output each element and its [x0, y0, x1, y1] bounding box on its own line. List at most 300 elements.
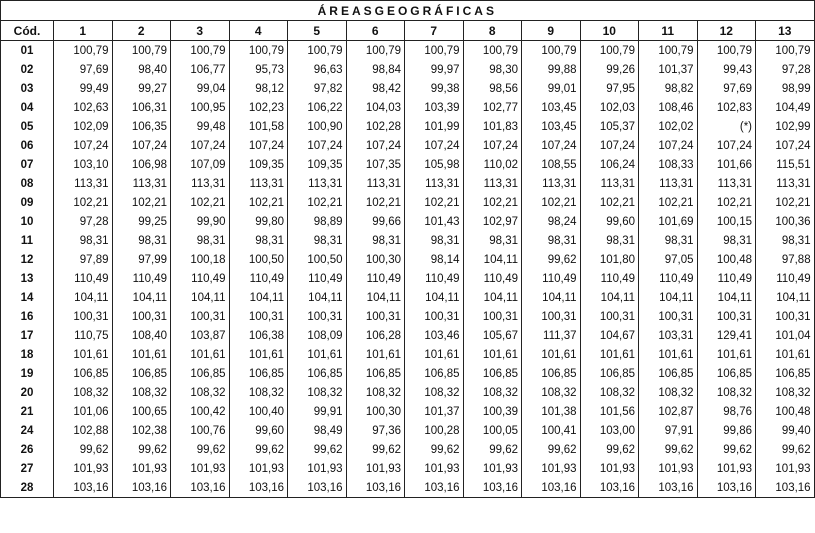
- value-cell: 100,79: [697, 41, 756, 61]
- value-cell: 102,21: [639, 193, 698, 212]
- value-cell: 102,21: [697, 193, 756, 212]
- value-cell: 106,85: [463, 364, 522, 383]
- value-cell: 98,31: [756, 231, 815, 250]
- value-cell: 102,21: [463, 193, 522, 212]
- value-cell: 99,62: [697, 440, 756, 459]
- value-cell: 101,06: [54, 402, 113, 421]
- value-cell: 103,16: [229, 478, 288, 498]
- value-cell: 102,21: [756, 193, 815, 212]
- value-cell: 100,79: [522, 41, 581, 61]
- value-cell: 108,32: [580, 383, 639, 402]
- table-row: [1, 459, 815, 478]
- value-cell: 98,31: [522, 231, 581, 250]
- value-cell: 100,31: [346, 307, 405, 326]
- value-cell: 106,35: [112, 117, 171, 136]
- value-cell: 108,32: [171, 383, 230, 402]
- table-title: ÁREASGEOGRÁFICAS: [1, 1, 815, 21]
- row-code-cell: 05: [1, 117, 54, 136]
- value-cell: 106,24: [580, 155, 639, 174]
- area-column-header: 9: [522, 21, 581, 41]
- value-cell: 103,16: [697, 478, 756, 498]
- value-cell: 98,31: [580, 231, 639, 250]
- value-cell: 110,02: [463, 155, 522, 174]
- value-cell: 100,15: [697, 212, 756, 231]
- area-column-header: 4: [229, 21, 288, 41]
- value-cell: 102,83: [697, 98, 756, 117]
- value-cell: 107,24: [405, 136, 464, 155]
- value-cell: 98,31: [639, 231, 698, 250]
- value-cell: 104,11: [580, 288, 639, 307]
- row-code-cell: 16: [1, 307, 54, 326]
- value-cell: 100,31: [580, 307, 639, 326]
- value-cell: 99,91: [288, 402, 347, 421]
- value-cell: 98,31: [288, 231, 347, 250]
- value-cell: 110,49: [171, 269, 230, 288]
- value-cell: 108,32: [288, 383, 347, 402]
- value-cell: 101,61: [112, 345, 171, 364]
- table-row: [1, 288, 815, 307]
- table-row: [1, 41, 815, 61]
- value-cell: 103,16: [288, 478, 347, 498]
- value-cell: 99,62: [580, 440, 639, 459]
- value-cell: 110,49: [639, 269, 698, 288]
- row-code-cell: 12: [1, 250, 54, 269]
- area-column-header: 11: [639, 21, 698, 41]
- value-cell: 98,31: [112, 231, 171, 250]
- value-cell: 108,32: [112, 383, 171, 402]
- value-cell: 99,66: [346, 212, 405, 231]
- value-cell: 104,11: [171, 288, 230, 307]
- value-cell: 98,31: [697, 231, 756, 250]
- value-cell: 102,21: [288, 193, 347, 212]
- table-row: [1, 250, 815, 269]
- value-cell: 101,93: [346, 459, 405, 478]
- value-cell: 104,11: [522, 288, 581, 307]
- value-cell: 103,16: [346, 478, 405, 498]
- value-cell: 100,76: [171, 421, 230, 440]
- area-column-header: 8: [463, 21, 522, 41]
- value-cell: 107,24: [171, 136, 230, 155]
- value-cell: 97,05: [639, 250, 698, 269]
- value-cell: 100,48: [756, 402, 815, 421]
- value-cell: 101,61: [522, 345, 581, 364]
- value-cell: 101,61: [639, 345, 698, 364]
- value-cell: 103,16: [522, 478, 581, 498]
- table-row: [1, 364, 815, 383]
- table-row: [1, 345, 815, 364]
- value-cell: 100,31: [288, 307, 347, 326]
- row-code-cell: 06: [1, 136, 54, 155]
- value-cell: 101,93: [639, 459, 698, 478]
- value-cell: 99,62: [54, 440, 113, 459]
- value-cell: 99,25: [112, 212, 171, 231]
- value-cell: 102,87: [639, 402, 698, 421]
- value-cell: 98,82: [639, 79, 698, 98]
- area-column-header: 13: [756, 21, 815, 41]
- table-row: [1, 307, 815, 326]
- value-cell: 101,61: [697, 345, 756, 364]
- value-cell: 98,14: [405, 250, 464, 269]
- header-row: [1, 21, 815, 41]
- value-cell: 102,21: [405, 193, 464, 212]
- value-cell: 104,11: [54, 288, 113, 307]
- value-cell: 99,88: [522, 60, 581, 79]
- value-cell: 100,31: [522, 307, 581, 326]
- value-cell: 106,85: [346, 364, 405, 383]
- value-cell: 106,38: [229, 326, 288, 345]
- value-cell: 108,32: [54, 383, 113, 402]
- value-cell: 99,62: [756, 440, 815, 459]
- value-cell: 103,16: [171, 478, 230, 498]
- value-cell: 100,31: [229, 307, 288, 326]
- value-cell: 98,49: [288, 421, 347, 440]
- value-cell: 108,32: [639, 383, 698, 402]
- value-cell: 100,31: [112, 307, 171, 326]
- value-cell: 99,43: [697, 60, 756, 79]
- value-cell: 108,55: [522, 155, 581, 174]
- value-cell: 97,82: [288, 79, 347, 98]
- row-code-cell: 24: [1, 421, 54, 440]
- value-cell: 102,21: [346, 193, 405, 212]
- value-cell: 99,04: [171, 79, 230, 98]
- value-cell: 100,18: [171, 250, 230, 269]
- row-code-cell: 20: [1, 383, 54, 402]
- value-cell: 101,93: [171, 459, 230, 478]
- value-cell: 108,32: [405, 383, 464, 402]
- table-row: [1, 402, 815, 421]
- value-cell: 103,00: [580, 421, 639, 440]
- value-cell: 107,09: [171, 155, 230, 174]
- table-row: [1, 60, 815, 79]
- value-cell: 100,31: [405, 307, 464, 326]
- value-cell: 103,16: [580, 478, 639, 498]
- value-cell: 110,49: [288, 269, 347, 288]
- value-cell: 113,31: [288, 174, 347, 193]
- value-cell: 98,56: [463, 79, 522, 98]
- value-cell: 100,31: [54, 307, 113, 326]
- row-code-cell: 01: [1, 41, 54, 61]
- value-cell: 108,32: [346, 383, 405, 402]
- value-cell: 107,24: [346, 136, 405, 155]
- value-cell: 106,85: [171, 364, 230, 383]
- row-code-cell: 11: [1, 231, 54, 250]
- value-cell: 101,61: [54, 345, 113, 364]
- table-row: [1, 383, 815, 402]
- value-cell: 99,86: [697, 421, 756, 440]
- value-cell: 99,62: [288, 440, 347, 459]
- value-cell: 113,31: [756, 174, 815, 193]
- value-cell: 100,28: [405, 421, 464, 440]
- value-cell: 100,79: [580, 41, 639, 61]
- value-cell: 102,21: [229, 193, 288, 212]
- row-code-cell: 19: [1, 364, 54, 383]
- value-cell: 107,24: [697, 136, 756, 155]
- value-cell: 99,49: [54, 79, 113, 98]
- value-cell: 102,38: [112, 421, 171, 440]
- value-cell: 108,40: [112, 326, 171, 345]
- value-cell: 101,99: [405, 117, 464, 136]
- value-cell: 103,10: [54, 155, 113, 174]
- value-cell: 103,16: [639, 478, 698, 498]
- value-cell: 98,84: [346, 60, 405, 79]
- value-cell: 99,90: [171, 212, 230, 231]
- value-cell: 102,02: [639, 117, 698, 136]
- value-cell: 104,11: [463, 288, 522, 307]
- value-cell: 98,99: [756, 79, 815, 98]
- value-cell: 106,85: [697, 364, 756, 383]
- value-cell: 100,79: [171, 41, 230, 61]
- value-cell: 99,48: [171, 117, 230, 136]
- title-row: [1, 1, 815, 21]
- value-cell: 110,49: [580, 269, 639, 288]
- table-row: [1, 269, 815, 288]
- value-cell: 101,93: [580, 459, 639, 478]
- value-cell: 104,03: [346, 98, 405, 117]
- value-cell: 106,77: [171, 60, 230, 79]
- value-cell: 98,30: [463, 60, 522, 79]
- value-cell: 98,89: [288, 212, 347, 231]
- value-cell: 96,63: [288, 60, 347, 79]
- value-cell: 103,16: [54, 478, 113, 498]
- value-cell: 113,31: [580, 174, 639, 193]
- value-cell: 101,38: [522, 402, 581, 421]
- value-cell: 99,38: [405, 79, 464, 98]
- value-cell: 101,61: [580, 345, 639, 364]
- value-cell: 98,31: [463, 231, 522, 250]
- value-cell: 109,35: [288, 155, 347, 174]
- table-row: [1, 231, 815, 250]
- value-cell: 102,99: [756, 117, 815, 136]
- value-cell: 101,61: [405, 345, 464, 364]
- value-cell: 103,45: [522, 98, 581, 117]
- value-cell: 97,36: [346, 421, 405, 440]
- value-cell: 98,31: [346, 231, 405, 250]
- value-cell: 100,79: [639, 41, 698, 61]
- area-column-header: 7: [405, 21, 464, 41]
- value-cell: 103,87: [171, 326, 230, 345]
- area-column-header: 6: [346, 21, 405, 41]
- value-cell: 101,93: [288, 459, 347, 478]
- value-cell: 101,93: [229, 459, 288, 478]
- value-cell: 102,09: [54, 117, 113, 136]
- value-cell: 107,24: [288, 136, 347, 155]
- value-cell: 100,40: [229, 402, 288, 421]
- value-cell: 106,31: [112, 98, 171, 117]
- row-code-cell: 26: [1, 440, 54, 459]
- value-cell: 103,16: [756, 478, 815, 498]
- table-row: [1, 212, 815, 231]
- value-cell: 107,35: [346, 155, 405, 174]
- value-cell: 101,37: [405, 402, 464, 421]
- area-column-header: 1: [54, 21, 113, 41]
- value-cell: 107,24: [580, 136, 639, 155]
- value-cell: 104,11: [697, 288, 756, 307]
- value-cell: 102,21: [112, 193, 171, 212]
- value-cell: 110,49: [346, 269, 405, 288]
- value-cell: 100,39: [463, 402, 522, 421]
- value-cell: 97,91: [639, 421, 698, 440]
- value-cell: 102,21: [171, 193, 230, 212]
- value-cell: 102,21: [54, 193, 113, 212]
- value-cell: 103,16: [112, 478, 171, 498]
- value-cell: 101,61: [463, 345, 522, 364]
- row-code-cell: 14: [1, 288, 54, 307]
- row-code-cell: 18: [1, 345, 54, 364]
- value-cell: 108,33: [639, 155, 698, 174]
- value-cell: 99,40: [756, 421, 815, 440]
- value-cell: 106,85: [756, 364, 815, 383]
- value-cell: 113,31: [697, 174, 756, 193]
- table-row: [1, 136, 815, 155]
- value-cell: 115,51: [756, 155, 815, 174]
- value-cell: 100,79: [54, 41, 113, 61]
- value-cell: 97,28: [54, 212, 113, 231]
- value-cell: 103,16: [463, 478, 522, 498]
- value-cell: 108,46: [639, 98, 698, 117]
- value-cell: 104,49: [756, 98, 815, 117]
- row-code-cell: 13: [1, 269, 54, 288]
- value-cell: 101,61: [229, 345, 288, 364]
- value-cell: 101,56: [580, 402, 639, 421]
- code-column-header: Cód.: [1, 21, 54, 41]
- table-row: [1, 98, 815, 117]
- value-cell: 106,85: [405, 364, 464, 383]
- value-cell: 108,32: [522, 383, 581, 402]
- value-cell: 113,31: [229, 174, 288, 193]
- value-cell: 101,93: [697, 459, 756, 478]
- value-cell: 103,16: [405, 478, 464, 498]
- value-cell: 107,24: [639, 136, 698, 155]
- value-cell: 102,28: [346, 117, 405, 136]
- value-cell: 101,80: [580, 250, 639, 269]
- value-cell: 101,93: [756, 459, 815, 478]
- value-cell: 104,11: [756, 288, 815, 307]
- value-cell: 102,21: [580, 193, 639, 212]
- value-cell: 99,62: [463, 440, 522, 459]
- table-row: [1, 421, 815, 440]
- value-cell: 110,49: [54, 269, 113, 288]
- value-cell: 101,93: [522, 459, 581, 478]
- value-cell: 101,66: [697, 155, 756, 174]
- value-cell: 113,31: [171, 174, 230, 193]
- value-cell: 99,62: [522, 250, 581, 269]
- area-column-header: 5: [288, 21, 347, 41]
- value-cell: 129,41: [697, 326, 756, 345]
- value-cell: 97,99: [112, 250, 171, 269]
- value-cell: 100,90: [288, 117, 347, 136]
- value-cell: 99,60: [229, 421, 288, 440]
- value-cell: 101,93: [54, 459, 113, 478]
- value-cell: 113,31: [54, 174, 113, 193]
- value-cell: 101,93: [112, 459, 171, 478]
- value-cell: 100,42: [171, 402, 230, 421]
- value-cell: 107,24: [756, 136, 815, 155]
- row-code-cell: 17: [1, 326, 54, 345]
- value-cell: 100,31: [697, 307, 756, 326]
- value-cell: 99,62: [112, 440, 171, 459]
- value-cell: 110,75: [54, 326, 113, 345]
- value-cell: 100,31: [756, 307, 815, 326]
- value-cell: 97,69: [54, 60, 113, 79]
- value-cell: 106,85: [112, 364, 171, 383]
- row-code-cell: 03: [1, 79, 54, 98]
- value-cell: 106,22: [288, 98, 347, 117]
- table-row: [1, 440, 815, 459]
- value-cell: 97,28: [756, 60, 815, 79]
- value-cell: 100,79: [346, 41, 405, 61]
- value-cell: 100,30: [346, 402, 405, 421]
- table-row: [1, 117, 815, 136]
- value-cell: 102,23: [229, 98, 288, 117]
- value-cell: 99,62: [346, 440, 405, 459]
- row-code-cell: 10: [1, 212, 54, 231]
- value-cell: 110,49: [463, 269, 522, 288]
- table-row: [1, 193, 815, 212]
- row-code-cell: 28: [1, 478, 54, 498]
- value-cell: 106,85: [229, 364, 288, 383]
- value-cell: 102,97: [463, 212, 522, 231]
- value-cell: 104,11: [112, 288, 171, 307]
- value-cell: 104,11: [639, 288, 698, 307]
- value-cell: 99,62: [522, 440, 581, 459]
- value-cell: 113,31: [346, 174, 405, 193]
- value-cell: 103,39: [405, 98, 464, 117]
- value-cell: 100,79: [229, 41, 288, 61]
- table-row: [1, 326, 815, 345]
- table-body: [1, 41, 815, 498]
- row-code-cell: 04: [1, 98, 54, 117]
- value-cell: 100,05: [463, 421, 522, 440]
- value-cell: 101,58: [229, 117, 288, 136]
- area-column-header: 10: [580, 21, 639, 41]
- value-cell: 104,11: [405, 288, 464, 307]
- value-cell: 98,31: [54, 231, 113, 250]
- value-cell: 101,93: [463, 459, 522, 478]
- value-cell: 101,61: [171, 345, 230, 364]
- value-cell: 101,43: [405, 212, 464, 231]
- value-cell: 98,31: [229, 231, 288, 250]
- value-cell: 106,85: [522, 364, 581, 383]
- table-row: [1, 174, 815, 193]
- value-cell: 110,49: [522, 269, 581, 288]
- value-cell: 100,79: [288, 41, 347, 61]
- value-cell: 106,85: [54, 364, 113, 383]
- value-cell: 102,88: [54, 421, 113, 440]
- value-cell: 113,31: [112, 174, 171, 193]
- value-cell: 108,32: [463, 383, 522, 402]
- value-cell: 97,88: [756, 250, 815, 269]
- value-cell: 105,98: [405, 155, 464, 174]
- row-code-cell: 09: [1, 193, 54, 212]
- value-cell: 100,79: [405, 41, 464, 61]
- value-cell: 100,30: [346, 250, 405, 269]
- value-cell: 101,37: [639, 60, 698, 79]
- value-cell: 101,61: [756, 345, 815, 364]
- value-cell: 107,24: [112, 136, 171, 155]
- value-cell: 102,03: [580, 98, 639, 117]
- value-cell: 105,67: [463, 326, 522, 345]
- value-cell: 100,31: [639, 307, 698, 326]
- value-cell: 100,41: [522, 421, 581, 440]
- value-cell: 100,79: [112, 41, 171, 61]
- value-cell: 108,32: [756, 383, 815, 402]
- value-cell: 98,12: [229, 79, 288, 98]
- value-cell: 99,60: [580, 212, 639, 231]
- value-cell: 102,77: [463, 98, 522, 117]
- area-column-header: 12: [697, 21, 756, 41]
- value-cell: 113,31: [463, 174, 522, 193]
- value-cell: 99,62: [405, 440, 464, 459]
